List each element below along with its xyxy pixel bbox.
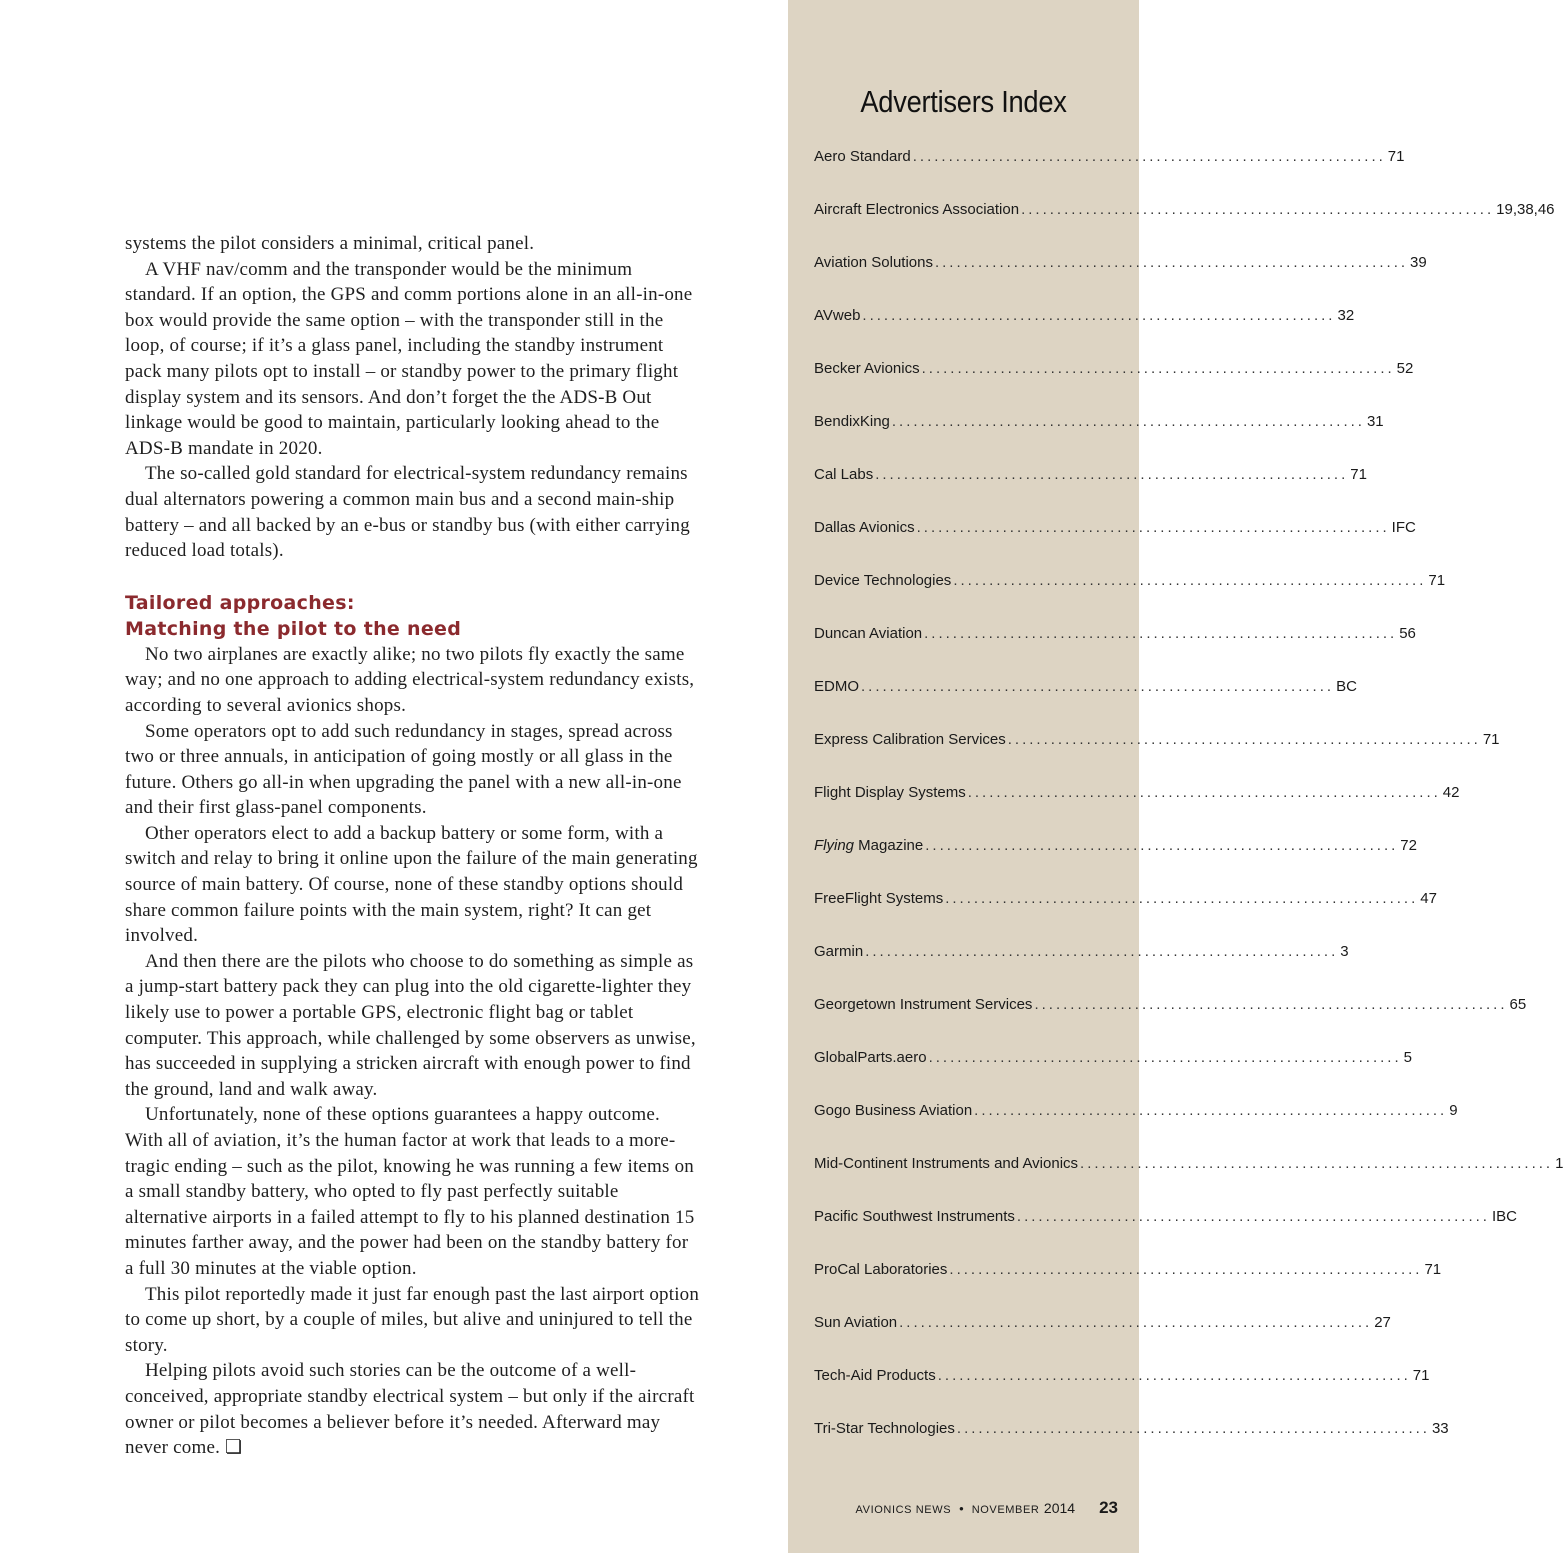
advertiser-name-text: Sun Aviation — [814, 1314, 898, 1331]
advertiser-name-text: Mid-Continent Instruments and Avionics — [814, 1155, 1079, 1172]
advertiser-entry — [814, 1102, 1458, 1155]
advertiser-name — [814, 1155, 1078, 1172]
issue-year: 2014 — [1043, 1500, 1076, 1516]
dot-leader: .................................................................. — [928, 1049, 1402, 1066]
advertiser-page: 71 — [1482, 731, 1500, 748]
dot-leader: .................................................................. — [1021, 201, 1495, 218]
advertiser-name — [814, 413, 890, 430]
advertiser-name — [814, 890, 943, 907]
subhead-line-2: Matching the pilot to the need — [125, 617, 462, 640]
advertiser-entry — [814, 360, 1414, 413]
advertiser-name — [814, 360, 920, 377]
advertiser-page: 32 — [1337, 307, 1355, 324]
advertiser-name — [814, 572, 951, 589]
advertiser-entry — [814, 784, 1460, 837]
advertiser-name-text: Georgetown Instrument Services — [814, 996, 1033, 1013]
subhead-line-1: Tailored approaches: — [125, 591, 355, 614]
advertiser-name — [814, 678, 859, 695]
advertiser-page: 71 — [1350, 466, 1367, 483]
advertiser-name-text: FreeFlight Systems — [814, 890, 944, 907]
page-footer — [788, 1498, 1118, 1518]
advertiser-name-text: Aviation Solutions — [814, 254, 933, 271]
advertiser-page: 47 — [1420, 890, 1437, 907]
advertiser-name — [814, 1367, 936, 1384]
advertiser-entry — [814, 1155, 1563, 1208]
dot-leader: .................................................................. — [916, 519, 1390, 536]
advertiser-page: 1 — [1555, 1155, 1563, 1172]
advertiser-name-text: Dallas Avionics — [814, 519, 915, 536]
advertiser-name-text: Duncan Aviation — [814, 625, 923, 642]
section-subhead — [125, 590, 700, 642]
advertiser-page: 52 — [1396, 360, 1414, 377]
advertiser-entry — [814, 1367, 1430, 1420]
dot-leader: .................................................................. — [865, 943, 1339, 960]
article-paragraph: And then there are the pilots who choose to do something as simple as a jump-start battery pack they can plug into the old cigarette-lighter they likely use to power a portable GPS, electronic flight bag or tablet computer. This approach, while challenged by some observers as unwise, has succeeded in supplying a stricken aircraft with enough power to find the ground, land and walk away. — [125, 950, 696, 1100]
advertiser-name-text: EDMO — [814, 678, 859, 695]
advertiser-name-text: Cal Labs — [814, 466, 874, 483]
advertiser-entry — [814, 943, 1349, 996]
dot-leader: .................................................................. — [899, 1314, 1373, 1331]
advertiser-name — [814, 254, 933, 271]
article-paragraph: Some operators opt to add such redundancy in stages, spread across two or three annuals, in anticipation of going mostly or all glass in the future. Others go all-in when upgrading the panel with a new all-in-one and their first glass-panel components. — [125, 720, 682, 819]
dot-leader: .................................................................. — [862, 307, 1336, 324]
advertiser-page: 71 — [1387, 148, 1405, 165]
advertiser-name — [814, 1208, 1015, 1225]
advertiser-name — [814, 837, 923, 854]
publication-name: AVIONICS NEWS — [855, 1504, 952, 1516]
advertiser-name-text: Becker Avionics — [814, 360, 920, 377]
article-paragraph: A VHF nav/comm and the transponder would be the minimum standard. If an option, the GPS and comm portions alone in an all-in-one box would provide the same option – with the transponder still in the loop, of course; if it’s a glass panel, including the standby instrument pack many pilots opt to install – or standby power to the primary flight display system and its sensors. And don’t forget the the ADS-B Out linkage would be good to maintain, particularly looking ahead to the ADS-B mandate in 2020. — [125, 258, 693, 459]
advertiser-name-text: Magazine — [854, 837, 924, 854]
advertiser-page: 33 — [1431, 1420, 1449, 1437]
dot-leader: .................................................................. — [875, 466, 1349, 483]
advertiser-entry — [814, 837, 1417, 890]
advertiser-page: 39 — [1410, 254, 1427, 271]
advertiser-name-text: Gogo Business Aviation — [814, 1102, 973, 1119]
advertiser-name — [814, 784, 966, 801]
advertiser-entry — [814, 625, 1416, 678]
advertiser-page: BC — [1336, 678, 1357, 695]
advertiser-name-text: Tech-Aid Products — [814, 1367, 936, 1384]
advertiser-name-text: Garmin — [814, 943, 864, 960]
advertiser-name-text: Device Technologies — [814, 572, 952, 589]
advertiser-name-text: Express Calibration Services — [814, 731, 1006, 748]
dot-leader: .................................................................. — [1007, 731, 1481, 748]
issue-month: NOVEMBER — [971, 1504, 1040, 1516]
advertiser-entry — [814, 1049, 1412, 1102]
advertiser-name — [814, 148, 911, 165]
advertiser-name — [814, 307, 860, 324]
advertiser-entry — [814, 519, 1416, 572]
advertiser-entry — [814, 890, 1437, 943]
article-paragraph: The so-called gold standard for electrical-system redundancy remains dual alternators powering a common main bus and a second main-ship battery – and all backed by an e-bus or standby bus (with either carrying reduced load totals). — [125, 463, 690, 562]
advertiser-name — [814, 1049, 927, 1066]
advertiser-name — [814, 625, 922, 642]
dot-leader: .................................................................. — [1080, 1155, 1554, 1172]
dot-leader: .................................................................. — [921, 360, 1395, 377]
advertiser-entry — [814, 413, 1384, 466]
advertiser-name — [814, 1261, 947, 1278]
advertiser-name-text: Flight Display Systems — [814, 784, 966, 801]
advertiser-name — [814, 943, 863, 960]
advertiser-entry — [814, 1314, 1391, 1367]
advertisers-index-sidebar — [788, 0, 1563, 1553]
sidebar-title: Advertisers Index — [860, 84, 1067, 119]
advertiser-name-text: Pacific Southwest Instruments — [814, 1208, 1015, 1225]
advertiser-page: 19,38,46 — [1496, 201, 1555, 218]
advertiser-page: 27 — [1374, 1314, 1391, 1331]
advertiser-name — [814, 731, 1006, 748]
advertiser-name-text: Aero Standard — [814, 148, 911, 165]
advertiser-entry — [814, 148, 1405, 201]
advertiser-entry — [814, 201, 1555, 254]
dot-leader: .................................................................. — [891, 413, 1365, 430]
article-paragraph: Other operators elect to add a backup battery or some form, with a switch and relay to bring it online upon the failure of the main generating source of main battery. Of course, none of these standby options should share common failure points with the main system, right? It can get involved. — [125, 822, 698, 947]
advertisers-list — [814, 148, 1563, 1473]
advertiser-name-text: GlobalParts.aero — [814, 1049, 927, 1066]
advertiser-page: 31 — [1366, 413, 1384, 430]
dot-leader: .................................................................. — [1016, 1208, 1490, 1225]
dot-leader: .................................................................. — [934, 254, 1409, 271]
article-paragraph: No two airplanes are exactly alike; no two pilots fly exactly the same way; and no one approach to adding electrical-system redundancy exists, according to several avionics shops. — [125, 643, 695, 716]
footer-bullet: • — [959, 1501, 964, 1516]
advertiser-page: IFC — [1391, 519, 1416, 536]
advertiser-page: 65 — [1509, 996, 1527, 1013]
advertiser-entry — [814, 1420, 1449, 1473]
dot-leader: .................................................................. — [937, 1367, 1411, 1384]
advertiser-name — [814, 519, 915, 536]
dot-leader: .................................................................. — [912, 148, 1386, 165]
advertiser-name-italic: Flying — [814, 837, 855, 854]
dot-leader: .................................................................. — [945, 890, 1419, 907]
page-number: 23 — [1099, 1498, 1118, 1517]
advertiser-page: 42 — [1442, 784, 1460, 801]
advertiser-name — [814, 996, 1032, 1013]
advertiser-entry — [814, 1208, 1517, 1261]
advertiser-name — [814, 466, 873, 483]
advertiser-name — [814, 201, 1019, 218]
advertiser-name-text: Aircraft Electronics Association — [814, 201, 1020, 218]
advertiser-page: 5 — [1403, 1049, 1412, 1066]
advertiser-name — [814, 1102, 972, 1119]
dot-leader: .................................................................. — [953, 572, 1427, 589]
advertiser-name — [814, 1314, 897, 1331]
dot-leader: .................................................................. — [967, 784, 1441, 801]
advertiser-name-text: Tri-Star Technologies — [814, 1420, 955, 1437]
advertiser-page: IBC — [1491, 1208, 1517, 1225]
dot-leader: .................................................................. — [956, 1420, 1430, 1437]
advertiser-entry — [814, 996, 1527, 1049]
advertiser-entry — [814, 466, 1367, 519]
article-paragraph: This pilot reportedly made it just far enough past the last airport option to come up short, by a couple of miles, but alive and uninjured to tell the story. — [125, 1283, 700, 1356]
article-paragraph: Unfortunately, none of these options guarantees a happy outcome. With all of aviation, it’s the human factor at work that leads to a more-tragic ending – such as the pilot, knowing he was running a few items on a small standby battery, who opted to fly past perfectly suitable alternative airports in a failed attempt to fly to his planned destination 15 minutes farther away, and the power had been on the standby battery for a full 30 minutes at the viable option. — [125, 1104, 695, 1279]
advertiser-entry — [814, 572, 1446, 625]
advertiser-page: 3 — [1340, 943, 1349, 960]
advertiser-page: 71 — [1428, 572, 1446, 589]
advertiser-entry — [814, 254, 1427, 307]
dot-leader: .................................................................. — [924, 625, 1398, 642]
advertiser-entry — [814, 678, 1357, 731]
advertiser-page: 9 — [1449, 1102, 1458, 1119]
advertiser-name-text: ProCal Laboratories — [814, 1261, 948, 1278]
advertiser-page: 71 — [1424, 1261, 1442, 1278]
advertiser-entry — [814, 731, 1500, 784]
advertiser-page: 72 — [1400, 837, 1417, 854]
dot-leader: .................................................................. — [974, 1102, 1448, 1119]
advertiser-page: 56 — [1399, 625, 1416, 642]
advertiser-name-text: AVweb — [814, 307, 861, 324]
advertiser-entry — [814, 1261, 1442, 1314]
article-final-paragraph: Helping pilots avoid such stories can be the outcome of a well-conceived, appropriate standby electrical system – but only if the aircraft owner or pilot becomes a believer before it’s needed. Afterward may never come. ❏ — [125, 1358, 700, 1460]
advertiser-page: 71 — [1412, 1367, 1430, 1384]
dot-leader: .................................................................. — [1034, 996, 1508, 1013]
advertiser-entry — [814, 307, 1355, 360]
article-column — [125, 231, 700, 1461]
dot-leader: .................................................................. — [861, 678, 1335, 695]
dot-leader: .................................................................. — [949, 1261, 1423, 1278]
article-paragraph: systems the pilot considers a minimal, critical panel. — [125, 233, 535, 254]
dot-leader: .................................................................. — [925, 837, 1399, 854]
advertiser-name — [814, 1420, 955, 1437]
advertiser-name-text: BendixKing — [814, 413, 890, 430]
